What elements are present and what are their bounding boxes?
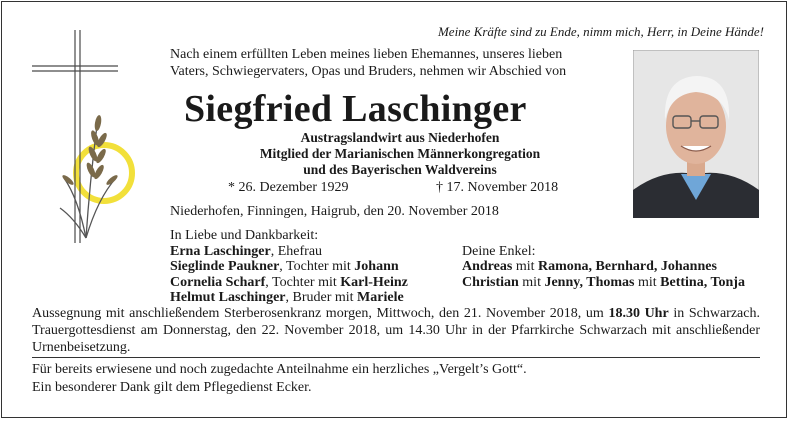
family-list [170,228,408,306]
motto-verse: Meine Kräfte sind zu Ende, nimm mich, Herr, in Deine Hände! [437,24,764,39]
family-member: Cornelia Scharf, Tochter mit Karl-Heinz [170,274,408,290]
intro-line-2: Vaters, Schwiegervaters, Opas und Bruders, nehmen wir Abschied von [170,64,567,79]
family-member: Erna Laschinger, Ehefrau [170,243,323,259]
family-member: Sieglinde Paukner, Tochter mit Johann [170,259,399,274]
place-and-date: Niederhofen, Finningen, Haigrub, den 20. November 2018 [170,204,499,219]
grandchildren-list [462,244,745,291]
deceased-titles [160,130,640,178]
deceased-name: Siegfried Laschinger [184,88,527,130]
funeral-details [32,305,760,356]
grandchildren-heading: Deine Enkel: [462,243,536,259]
grandchildren-line: Andreas mit Ramona, Bernhard, Johannes [462,259,717,274]
funeral-paragraph: Aussegnung mit anschließendem Sterberosenkranz morgen, Mittwoch, den 21. November 2018, um 18.30 Uhr in Schwarzach. Trauergottesdienst am Donnerstag, den 22. November 2018, um 14.30 Uhr in der Pfarrkirche Schwarzach mit anschließender Urnenbeisetzung. [32,306,760,355]
thanks-line-2: Ein besonderer Dank gilt dem Pflegedienst Ecker. [32,380,312,395]
intro-text [170,46,566,80]
title-line-2: Mitglied der Marianischen Männerkongregation [259,146,541,161]
divider-line [32,357,760,358]
family-member: Helmut Laschinger, Bruder mit Mariele [170,290,404,305]
intro-line-1: Nach einem erfüllten Leben meines lieben Ehemannes, unseres lieben [170,47,563,62]
title-line-1: Austragslandwirt aus Niederhofen [300,130,500,145]
thanks-line-1: Für bereits erwiesene und noch zugedachte Anteilnahme ein herzliches „Vergelt’s Gott“. [32,362,527,377]
portrait-photo [633,50,759,218]
title-line-3: und des Bayerischen Waldvereins [303,162,497,177]
birth-date: * 26. Dezember 1929 [228,180,349,195]
death-date: † 17. November 2018 [436,180,559,195]
family-heading: In Liebe und Dankbarkeit: [170,228,319,243]
grandchildren-line: Christian mit Jenny, Thomas mit Bettina, Tonja [462,274,745,290]
cross-wheat-sun-icon [28,28,148,248]
